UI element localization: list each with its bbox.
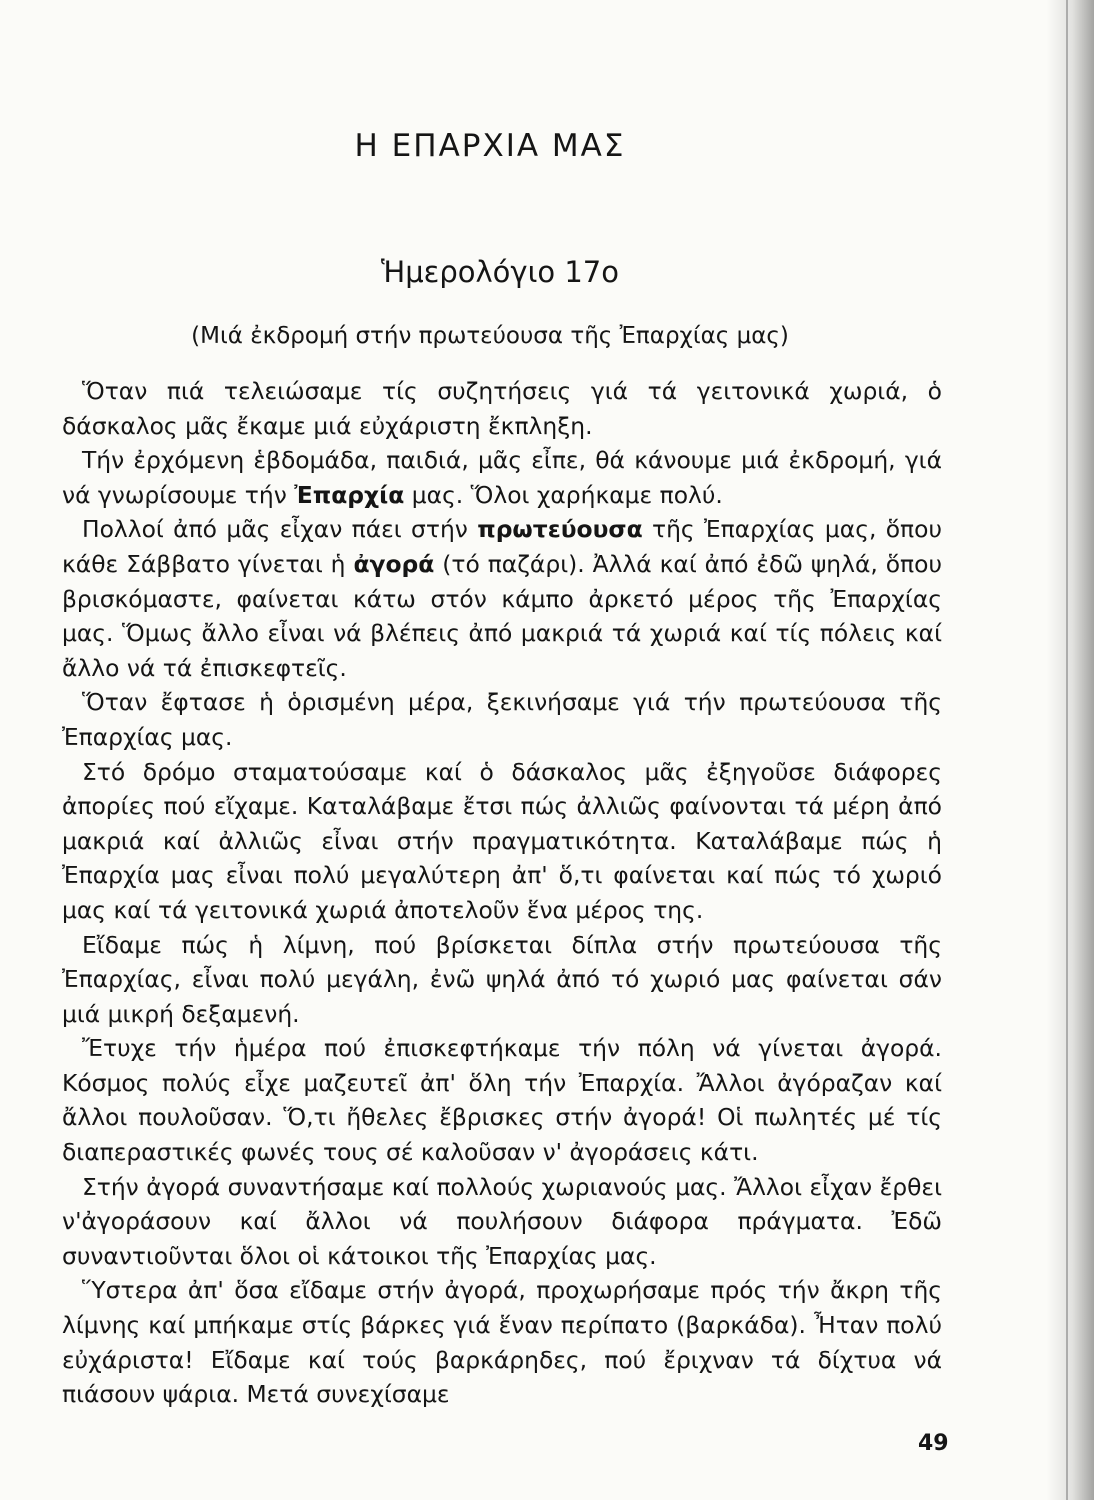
entry-title: Ἡμερολόγιο 17ο <box>381 255 619 289</box>
page-number: 49 <box>918 1431 949 1456</box>
paragraph-3-text-b: τῆς Ἐπαρχίας μας, ὅπου κάθε Σάββατο γίνεται ἡ <box>62 515 942 578</box>
paragraph-8 <box>62 1170 942 1274</box>
paragraph-9 <box>62 1273 942 1411</box>
paragraph-7-text: Ἔτυχε τήν ἡμέρα πού ἐπισκεφτήκαμε τήν πόλη νά γίνεται ἀγορά. Κόσμος πολύς εἶχε μαζευτεῖ ἀπ' ὅλη τήν Ἐπαρχία. Ἄλλοι ἀγόραζαν καί ἄλλοι πουλοῦσαν. Ὅ,τι ἤθελες ἔβρισκες στήν ἀγορά! Οἱ πωλητές μέ τίς διαπεραστικές φωνές τους σέ καλοῦσαν ν' ἀγοράσεις κάτι. <box>62 1034 942 1167</box>
paragraph-1-text: Ὅταν πιά τελειώσαμε τίς συζητήσεις γιά τά γειτονικά χωριά, ὁ δάσκαλος μᾶς ἔκαμε μιά εὐχάριστη ἔκπληξη. <box>62 377 942 440</box>
paragraph-4 <box>62 685 942 754</box>
bold-term-eparchia: Ἐπαρχία <box>294 480 405 509</box>
body-text <box>62 374 942 1412</box>
paragraph-3-text-a: Πολλοί ἀπό μᾶς εἶχαν πάει στήν <box>82 515 478 544</box>
bold-term-agora: ἀγορά <box>353 549 435 578</box>
paragraph-8-text: Στήν ἀγορά συναντήσαμε καί πολλούς χωριανούς μας. Ἄλλοι εἶχαν ἔρθει ν'ἀγοράσουν καί ἄλλοι νά πουλήσουν διάφορα πράγματα. Ἐδῶ συναντιοῦνται ὅλοι οἱ κάτοικοι τῆς Ἐπαρχίας μας. <box>62 1172 942 1270</box>
paragraph-9-text: Ὕστερα ἀπ' ὅσα εἴδαμε στήν ἀγορά, προχωρήσαμε πρός τήν ἄκρη τῆς λίμνης καί μπήκαμε στίς βάρκες γιά ἕναν περίπατο (βαρκάδα). Ἦταν πολύ εὐχάριστα! Εἴδαμε καί τούς βαρκάρηδες, πού ἔριχναν τά δίχτυα νά πιάσουν ψάρια. Μετά συνεχίσαμε <box>62 1276 942 1409</box>
paragraph-3-text-c: (τό παζάρι). Ἀλλά καί ἀπό ἐδῶ ψηλά, ὅπου βρισκόμαστε, φαίνεται κάτω στόν κάμπο ἀρκετό μέρος τῆς Ἐπαρχίας μας. Ὅμως ἄλλο εἶναι νά βλέπεις ἀπό μακριά τά χωριά καί τίς πόλεις καί ἄλλο νά τά ἐπισκεφτεῖς. <box>62 549 942 682</box>
paragraph-3 <box>62 512 942 685</box>
entry-subtitle: (Μιά ἐκδρομή στήν πρωτεύουσα τῆς Ἐπαρχίας μας) <box>191 323 789 349</box>
bold-term-proteuousa: πρωτεύουσα <box>477 515 643 544</box>
paragraph-6-text: Εἴδαμε πώς ἡ λίμνη, πού βρίσκεται δίπλα στήν πρωτεύουσα τῆς Ἐπαρχίας, εἶναι πολύ μεγάλη, ἐνῶ ψηλά ἀπό τό χωριό μας φαίνεται σάν μιά μικρή δεξαμενή. <box>62 930 942 1028</box>
paragraph-2 <box>62 443 942 512</box>
page-edge-line <box>1066 0 1068 1500</box>
paragraph-1 <box>62 374 942 443</box>
paragraph-4-text: Ὅταν ἔφτασε ἡ ὁρισμένη μέρα, ξεκινήσαμε γιά τήν πρωτεύουσα τῆς Ἐπαρχίας μας. <box>62 688 942 751</box>
paragraph-5 <box>62 755 942 928</box>
paragraph-2-text-b: μας. Ὅλοι χαρήκαμε πολύ. <box>404 480 723 509</box>
page-edge-shadow <box>1046 0 1094 1500</box>
paragraph-6 <box>62 928 942 1032</box>
paragraph-7 <box>62 1031 942 1169</box>
paragraph-5-text: Στό δρόμο σταματούσαμε καί ὁ δάσκαλος μᾶς ἐξηγοῦσε διάφορες ἀπορίες πού εἴχαμε. Καταλάβαμε ἔτσι πώς ἀλλιῶς φαίνονται τά μέρη ἀπό μακριά καί ἀλλιῶς εἶναι στήν πραγματικότητα. Καταλάβαμε πώς ἡ Ἐπαρχία μας εἶναι πολύ μεγαλύτερη ἀπ' ὅ,τι φαίνεται καί πώς τό χωριό μας καί τά γειτονικά χωριά ἀποτελοῦν ἕνα μέρος της. <box>62 757 942 924</box>
paragraph-2-text-a: Τήν ἐρχόμενη ἑβδομάδα, παιδιά, μᾶς εἶπε, θά κάνουμε μιά ἐκδρομή, γιά νά γνωρίσουμε τήν <box>62 446 942 509</box>
chapter-title: Η ΕΠΑΡΧΙΑ ΜΑΣ <box>354 128 626 164</box>
